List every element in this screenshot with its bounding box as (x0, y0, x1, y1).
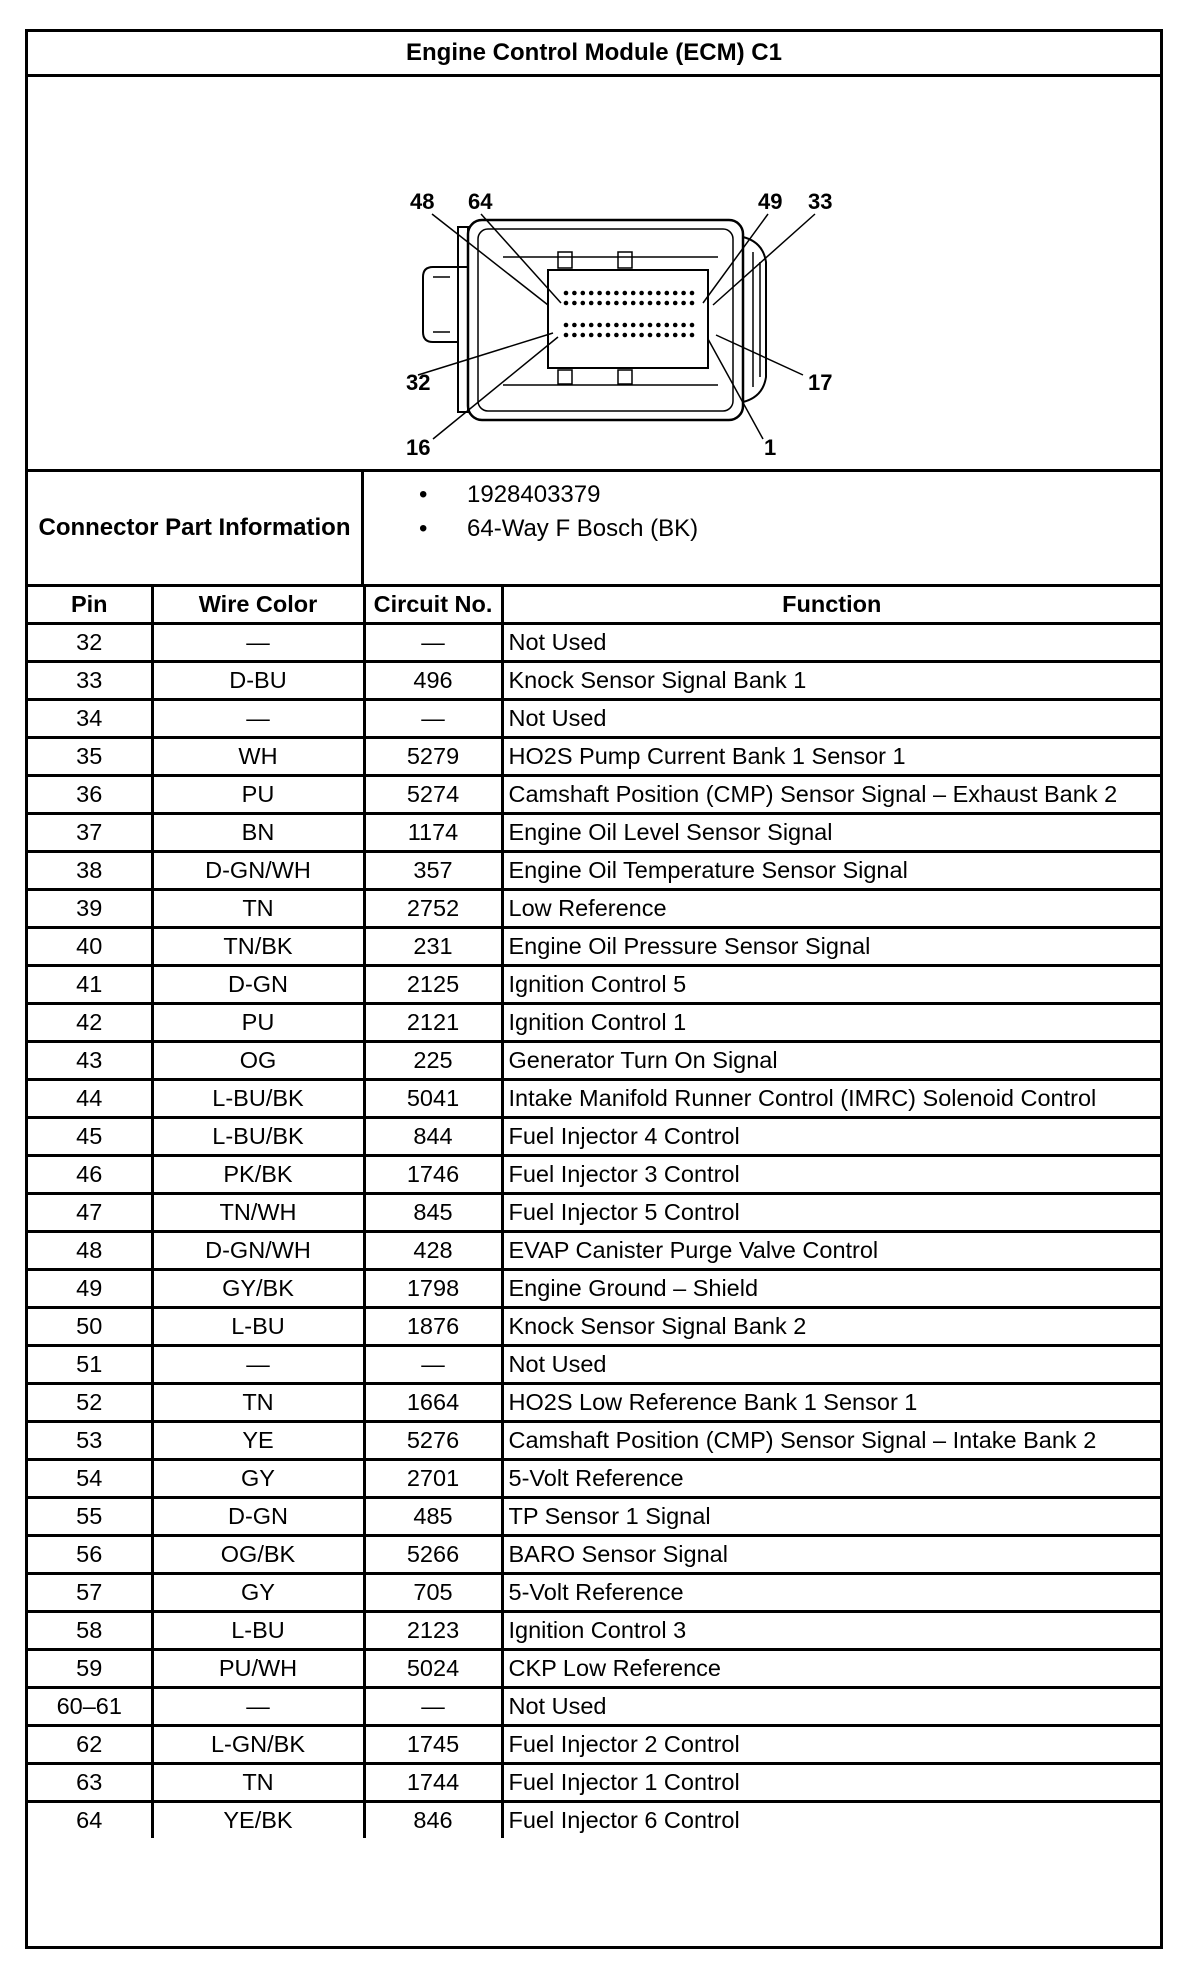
table-row (28, 1346, 1160, 1384)
connector-pin (597, 291, 602, 296)
connector-pin (581, 291, 586, 296)
leader-48 (432, 214, 548, 305)
cell-function: Knock Sensor Signal Bank 1 (502, 662, 1160, 700)
cell-circuit-no: 357 (364, 852, 502, 890)
connector-pin (681, 291, 686, 296)
connector-pin (581, 323, 586, 328)
cell-pin: 32 (28, 624, 152, 662)
cell-function: Not Used (502, 624, 1160, 662)
connector-part-information (28, 472, 1160, 587)
connector-drawing (28, 77, 1160, 469)
header-function: Function (502, 587, 1160, 624)
leader-33 (713, 214, 815, 305)
cell-pin: 46 (28, 1156, 152, 1194)
connector-pin (564, 323, 569, 328)
cell-function: Ignition Control 1 (502, 1004, 1160, 1042)
connector-pin (631, 323, 636, 328)
cell-pin: 34 (28, 700, 152, 738)
cell-function: TP Sensor 1 Signal (502, 1498, 1160, 1536)
connector-pin (639, 333, 644, 338)
connector-pin (614, 333, 619, 338)
connector-pin (564, 301, 569, 306)
cell-wire-color: — (152, 700, 364, 738)
pinout-table (28, 587, 1160, 1838)
connector-pin (589, 301, 594, 306)
table-row (28, 662, 1160, 700)
cell-function: CKP Low Reference (502, 1650, 1160, 1688)
connector-pin (623, 291, 628, 296)
cell-circuit-no: 5266 (364, 1536, 502, 1574)
cell-pin: 54 (28, 1460, 152, 1498)
cell-pin: 64 (28, 1802, 152, 1839)
cell-function: Not Used (502, 1346, 1160, 1384)
table-row (28, 1232, 1160, 1270)
cell-circuit-no: 1745 (364, 1726, 502, 1764)
connector-pin (614, 301, 619, 306)
cell-function: Intake Manifold Runner Control (IMRC) Solenoid Control (502, 1080, 1160, 1118)
leader-16 (433, 337, 558, 439)
leader-49 (703, 214, 768, 303)
cell-pin: 48 (28, 1232, 152, 1270)
cell-pin: 53 (28, 1422, 152, 1460)
cell-wire-color: L-BU (152, 1612, 364, 1650)
cell-pin: 58 (28, 1612, 152, 1650)
connector-pin (606, 323, 611, 328)
cell-circuit-no: 5279 (364, 738, 502, 776)
connector-pin (656, 301, 661, 306)
table-row (28, 928, 1160, 966)
table-row (28, 776, 1160, 814)
cell-wire-color: TN/WH (152, 1194, 364, 1232)
table-row (28, 1498, 1160, 1536)
connector-pin (681, 323, 686, 328)
connector-pin (673, 333, 678, 338)
cell-circuit-no: 496 (364, 662, 502, 700)
connector-pin (631, 301, 636, 306)
ecm-connector-sheet (25, 29, 1163, 1949)
cell-wire-color: YE (152, 1422, 364, 1460)
cell-wire-color: D-GN (152, 1498, 364, 1536)
connector-pin (656, 333, 661, 338)
cell-wire-color: L-BU (152, 1308, 364, 1346)
cell-circuit-no: 845 (364, 1194, 502, 1232)
cell-function: Knock Sensor Signal Bank 2 (502, 1308, 1160, 1346)
cell-function: 5-Volt Reference (502, 1574, 1160, 1612)
connector-pin (581, 333, 586, 338)
housing-left-edge (458, 227, 468, 412)
cell-circuit-no: 5041 (364, 1080, 502, 1118)
connector-pin (639, 323, 644, 328)
tab-top-1 (558, 252, 572, 268)
connector-pin (639, 301, 644, 306)
cell-wire-color: PU/WH (152, 1650, 364, 1688)
table-row (28, 1574, 1160, 1612)
connector-pin (564, 291, 569, 296)
connector-pin (597, 323, 602, 328)
connector-info-label: Connector Part Information (28, 472, 364, 584)
cell-function: Fuel Injector 3 Control (502, 1156, 1160, 1194)
table-row (28, 1422, 1160, 1460)
cell-pin: 44 (28, 1080, 152, 1118)
cell-function: Fuel Injector 4 Control (502, 1118, 1160, 1156)
connector-part-number: • 1928403379 (364, 478, 698, 512)
cell-pin: 45 (28, 1118, 152, 1156)
cell-pin: 62 (28, 1726, 152, 1764)
cell-circuit-no: 844 (364, 1118, 502, 1156)
cell-wire-color: D-GN (152, 966, 364, 1004)
pin-label-64: 64 (468, 189, 493, 214)
cell-wire-color: D-GN/WH (152, 852, 364, 890)
cell-pin: 52 (28, 1384, 152, 1422)
connector-pin (606, 291, 611, 296)
connector-pin (623, 301, 628, 306)
cell-pin: 60–61 (28, 1688, 152, 1726)
cell-wire-color: L-BU/BK (152, 1118, 364, 1156)
connector-pin (623, 333, 628, 338)
cell-wire-color: TN (152, 890, 364, 928)
cell-circuit-no: 1174 (364, 814, 502, 852)
cell-circuit-no: 5024 (364, 1650, 502, 1688)
cell-wire-color: OG (152, 1042, 364, 1080)
cell-wire-color: BN (152, 814, 364, 852)
table-row (28, 890, 1160, 928)
header-wire-color: Wire Color (152, 587, 364, 624)
cell-pin: 56 (28, 1536, 152, 1574)
table-row (28, 1308, 1160, 1346)
pin-label-17: 17 (808, 370, 833, 395)
connector-pin (648, 301, 653, 306)
connector-pin (690, 291, 695, 296)
table-row (28, 1688, 1160, 1726)
connector-pin (564, 333, 569, 338)
cell-pin: 47 (28, 1194, 152, 1232)
connector-pin (631, 291, 636, 296)
pin-label-48: 48 (410, 189, 435, 214)
tab-bottom-2 (618, 370, 632, 384)
cell-circuit-no: 2125 (364, 966, 502, 1004)
cell-circuit-no: 1664 (364, 1384, 502, 1422)
cell-function: EVAP Canister Purge Valve Control (502, 1232, 1160, 1270)
cell-function: BARO Sensor Signal (502, 1536, 1160, 1574)
connector-pin (690, 301, 695, 306)
leader-64 (481, 214, 561, 303)
cell-function: 5-Volt Reference (502, 1460, 1160, 1498)
cell-function: Not Used (502, 700, 1160, 738)
cell-circuit-no: 1744 (364, 1764, 502, 1802)
connector-pin (681, 301, 686, 306)
leader-1 (708, 339, 763, 439)
housing-outline (468, 220, 743, 420)
cell-wire-color: OG/BK (152, 1536, 364, 1574)
cell-wire-color: PU (152, 1004, 364, 1042)
table-row (28, 852, 1160, 890)
cell-function: Fuel Injector 1 Control (502, 1764, 1160, 1802)
connector-pin (673, 291, 678, 296)
cell-function: Ignition Control 3 (502, 1612, 1160, 1650)
connector-pin (623, 323, 628, 328)
connector-pin (665, 323, 670, 328)
pinout-table-body (28, 624, 1160, 1839)
connector-pin (589, 291, 594, 296)
table-row (28, 1004, 1160, 1042)
cell-function: Fuel Injector 2 Control (502, 1726, 1160, 1764)
cell-circuit-no: 1876 (364, 1308, 502, 1346)
cell-function: Not Used (502, 1688, 1160, 1726)
connector-pin (665, 291, 670, 296)
cell-wire-color: WH (152, 738, 364, 776)
connector-pin (597, 301, 602, 306)
cell-function: Engine Oil Level Sensor Signal (502, 814, 1160, 852)
cell-function: Engine Ground – Shield (502, 1270, 1160, 1308)
leader-32 (418, 333, 553, 375)
table-row (28, 1460, 1160, 1498)
cell-function: Low Reference (502, 890, 1160, 928)
cell-wire-color: L-BU/BK (152, 1080, 364, 1118)
cell-circuit-no: 231 (364, 928, 502, 966)
cell-circuit-no: — (364, 1688, 502, 1726)
pin-label-1: 1 (764, 435, 777, 460)
table-row (28, 624, 1160, 662)
table-header-row (28, 587, 1160, 624)
cell-wire-color: L-GN/BK (152, 1726, 364, 1764)
cell-pin: 43 (28, 1042, 152, 1080)
cell-wire-color: — (152, 1346, 364, 1384)
cell-pin: 37 (28, 814, 152, 852)
connector-pin (665, 301, 670, 306)
cell-circuit-no: 705 (364, 1574, 502, 1612)
cell-circuit-no: — (364, 624, 502, 662)
tab-bottom-1 (558, 370, 572, 384)
cell-function: Fuel Injector 5 Control (502, 1194, 1160, 1232)
cell-wire-color: D-BU (152, 662, 364, 700)
pin-label-33: 33 (808, 189, 833, 214)
connector-pin (648, 333, 653, 338)
cell-circuit-no: 2752 (364, 890, 502, 928)
cell-wire-color: TN (152, 1764, 364, 1802)
table-row (28, 1080, 1160, 1118)
cell-circuit-no: 2701 (364, 1460, 502, 1498)
cell-wire-color: PK/BK (152, 1156, 364, 1194)
table-row (28, 1612, 1160, 1650)
cell-circuit-no: — (364, 700, 502, 738)
table-row (28, 1384, 1160, 1422)
cell-wire-color: — (152, 1688, 364, 1726)
cell-wire-color: GY (152, 1574, 364, 1612)
connector-pin (597, 333, 602, 338)
connector-pin (606, 301, 611, 306)
cell-function: Fuel Injector 6 Control (502, 1802, 1160, 1839)
connector-pin (648, 291, 653, 296)
cell-circuit-no: 2121 (364, 1004, 502, 1042)
table-row (28, 700, 1160, 738)
table-row (28, 1764, 1160, 1802)
cell-pin: 35 (28, 738, 152, 776)
table-row (28, 966, 1160, 1004)
cell-pin: 40 (28, 928, 152, 966)
connector-pin (614, 291, 619, 296)
cell-pin: 51 (28, 1346, 152, 1384)
cell-function: HO2S Pump Current Bank 1 Sensor 1 (502, 738, 1160, 776)
connector-pin (589, 333, 594, 338)
pin-label-16: 16 (406, 435, 431, 460)
connector-description: • 64-Way F Bosch (BK) (364, 512, 698, 546)
connector-pin (606, 333, 611, 338)
cell-function: Generator Turn On Signal (502, 1042, 1160, 1080)
connector-pin (572, 323, 577, 328)
cell-function: Engine Oil Pressure Sensor Signal (502, 928, 1160, 966)
table-row (28, 814, 1160, 852)
table-row (28, 1118, 1160, 1156)
cell-circuit-no: — (364, 1346, 502, 1384)
cell-pin: 33 (28, 662, 152, 700)
header-pin: Pin (28, 587, 152, 624)
cell-wire-color: PU (152, 776, 364, 814)
connector-pin (614, 323, 619, 328)
pin-face (548, 270, 708, 368)
cell-function: HO2S Low Reference Bank 1 Sensor 1 (502, 1384, 1160, 1422)
connector-info-list (364, 478, 698, 546)
table-row (28, 1650, 1160, 1688)
cell-pin: 50 (28, 1308, 152, 1346)
cell-wire-color: D-GN/WH (152, 1232, 364, 1270)
cell-pin: 49 (28, 1270, 152, 1308)
connector-pin (656, 291, 661, 296)
pin-label-32: 32 (406, 370, 431, 395)
cell-pin: 39 (28, 890, 152, 928)
cell-circuit-no: 1746 (364, 1156, 502, 1194)
cell-wire-color: GY/BK (152, 1270, 364, 1308)
cell-pin: 41 (28, 966, 152, 1004)
cell-circuit-no: 225 (364, 1042, 502, 1080)
header-circuit-no: Circuit No. (364, 587, 502, 624)
connector-pin (673, 323, 678, 328)
connector-pin (589, 323, 594, 328)
connector-pin (631, 333, 636, 338)
connector-pin (572, 301, 577, 306)
table-row (28, 1270, 1160, 1308)
cell-pin: 42 (28, 1004, 152, 1042)
cell-circuit-no: 428 (364, 1232, 502, 1270)
connector-pin (681, 333, 686, 338)
cell-circuit-no: 846 (364, 1802, 502, 1839)
connector-diagram (28, 77, 1160, 472)
connector-pin (656, 323, 661, 328)
connector-pin (639, 291, 644, 296)
latch-clip-detail (433, 277, 450, 332)
table-row (28, 1194, 1160, 1232)
connector-pin (673, 301, 678, 306)
cell-pin: 63 (28, 1764, 152, 1802)
cell-circuit-no: 5276 (364, 1422, 502, 1460)
table-row (28, 1156, 1160, 1194)
connector-pin (572, 333, 577, 338)
cell-wire-color: TN/BK (152, 928, 364, 966)
cell-circuit-no: 1798 (364, 1270, 502, 1308)
connector-pin (690, 333, 695, 338)
connector-pin (581, 301, 586, 306)
pin-rows (564, 291, 695, 338)
cell-circuit-no: 485 (364, 1498, 502, 1536)
table-row (28, 1726, 1160, 1764)
pin-label-49: 49 (758, 189, 783, 214)
latch-clip (423, 267, 468, 342)
connector-pin (665, 333, 670, 338)
cell-circuit-no: 5274 (364, 776, 502, 814)
tab-top-2 (618, 252, 632, 268)
cell-pin: 55 (28, 1498, 152, 1536)
cell-pin: 57 (28, 1574, 152, 1612)
cell-pin: 36 (28, 776, 152, 814)
connector-pin (648, 323, 653, 328)
table-row (28, 738, 1160, 776)
cell-function: Camshaft Position (CMP) Sensor Signal – Intake Bank 2 (502, 1422, 1160, 1460)
connector-pin (572, 291, 577, 296)
cell-function: Engine Oil Temperature Sensor Signal (502, 852, 1160, 890)
cell-wire-color: — (152, 624, 364, 662)
cell-pin: 38 (28, 852, 152, 890)
cell-pin: 59 (28, 1650, 152, 1688)
cell-wire-color: GY (152, 1460, 364, 1498)
page-title: Engine Control Module (ECM) C1 (28, 32, 1160, 77)
cell-wire-color: TN (152, 1384, 364, 1422)
table-row (28, 1536, 1160, 1574)
connector-pin (690, 323, 695, 328)
cell-circuit-no: 2123 (364, 1612, 502, 1650)
cell-wire-color: YE/BK (152, 1802, 364, 1839)
cell-function: Ignition Control 5 (502, 966, 1160, 1004)
table-row (28, 1042, 1160, 1080)
table-row (28, 1802, 1160, 1839)
cell-function: Camshaft Position (CMP) Sensor Signal – Exhaust Bank 2 (502, 776, 1160, 814)
